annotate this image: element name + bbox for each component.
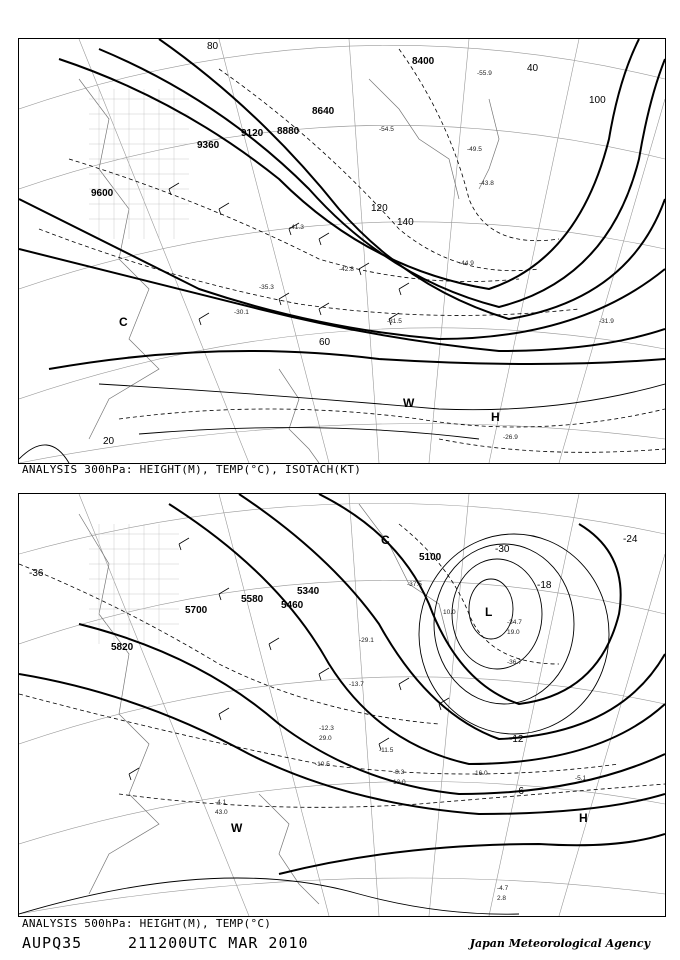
graticule bbox=[19, 39, 665, 463]
map-300hpa-canvas bbox=[19, 39, 665, 463]
height-label-8400: 8400 bbox=[412, 56, 435, 67]
station-temp: -4.7 bbox=[497, 885, 509, 892]
height-label-5700: 5700 bbox=[185, 605, 208, 616]
station-temp: -41.3 bbox=[289, 224, 304, 231]
station-temp: -8.3 bbox=[393, 769, 405, 776]
isotherm-label-neg6: -6 bbox=[515, 786, 524, 797]
isotach-label-group bbox=[103, 41, 606, 447]
height-label-9360: 9360 bbox=[197, 140, 220, 151]
station-temp: -30.1 bbox=[234, 309, 249, 316]
station-temp: -37.5 bbox=[407, 581, 422, 588]
station-dewpoint: 10.0 bbox=[443, 609, 456, 616]
isotach-solid bbox=[19, 384, 665, 463]
station-temp: -4.1 bbox=[215, 799, 227, 806]
isotherm-label-neg18: -18 bbox=[537, 580, 552, 591]
station-temp: -5.1 bbox=[575, 775, 587, 782]
station-temp-group bbox=[215, 581, 587, 902]
map-300hpa bbox=[18, 38, 666, 464]
height-label-9600: 9600 bbox=[91, 188, 114, 199]
height-label-8880: 8880 bbox=[277, 126, 300, 137]
isotach-label-100: 100 bbox=[589, 95, 606, 106]
station-dewpoint: 29.0 bbox=[319, 735, 332, 742]
station-temp: -29.1 bbox=[359, 637, 374, 644]
height-label-8640: 8640 bbox=[312, 106, 335, 117]
isotherm-label-neg24: -24 bbox=[623, 534, 638, 545]
isotach-lines bbox=[39, 49, 665, 452]
map-500hpa-canvas bbox=[19, 494, 665, 916]
station-temp: -31.9 bbox=[599, 318, 614, 325]
station-temp: -36.7 bbox=[507, 659, 522, 666]
isotherm-label-neg30: -30 bbox=[495, 544, 510, 555]
low-pressure-marker: L bbox=[485, 605, 493, 619]
graticule bbox=[19, 494, 665, 916]
agency-name: Japan Meteorological Agency bbox=[469, 937, 650, 950]
isotherm-label-neg36: -36 bbox=[29, 568, 44, 579]
isotach-label-140: 140 bbox=[397, 217, 414, 228]
map-500hpa bbox=[18, 493, 666, 917]
station-dewpoint: 16.0 bbox=[475, 770, 488, 777]
caption-300hpa: ANALYSIS 300hPa: HEIGHT(M), TEMP(°C), ISOTACH(KT) bbox=[22, 463, 362, 476]
chart-datetime: 211200UTC MAR 2010 bbox=[128, 934, 309, 952]
station-dewpoint: 43.0 bbox=[215, 809, 228, 816]
station-temp: -55.9 bbox=[477, 70, 492, 77]
station-dewpoint: 19.0 bbox=[507, 629, 520, 636]
data-grid bbox=[89, 89, 189, 239]
chart-code: AUPQ35 bbox=[22, 934, 83, 952]
height-contours bbox=[19, 494, 665, 874]
station-temp: -44.9 bbox=[459, 260, 474, 267]
station-temp: -43.8 bbox=[479, 180, 494, 187]
height-label-5820: 5820 bbox=[111, 642, 134, 653]
height-label-5460: 5460 bbox=[281, 600, 304, 611]
chart-footer bbox=[18, 934, 664, 954]
isotach-label-80: 80 bbox=[207, 41, 219, 52]
station-dewpoint: 13.0 bbox=[393, 779, 406, 786]
isotach-label-40: 40 bbox=[527, 63, 539, 74]
isotherm-lines bbox=[19, 524, 665, 807]
station-temp: -54.5 bbox=[379, 126, 394, 133]
isotach-label-120: 120 bbox=[371, 203, 388, 214]
station-dewpoint: 2.8 bbox=[497, 895, 507, 902]
cold-marker: C bbox=[119, 315, 128, 329]
caption-500hpa: ANALYSIS 500hPa: HEIGHT(M), TEMP(°C) bbox=[22, 917, 272, 930]
height-label-5340: 5340 bbox=[297, 586, 320, 597]
warm-marker: W bbox=[231, 821, 243, 835]
station-temp: -34.7 bbox=[507, 619, 522, 626]
station-temp: -12.3 bbox=[319, 725, 334, 732]
pressure-system-group bbox=[119, 315, 500, 424]
data-grid bbox=[89, 524, 179, 644]
height-label-5100: 5100 bbox=[419, 552, 442, 563]
high-pressure-marker: H bbox=[491, 410, 500, 424]
station-temp: -42.8 bbox=[339, 266, 354, 273]
isotach-label-20: 20 bbox=[103, 436, 115, 447]
height-label-5580: 5580 bbox=[241, 594, 264, 605]
station-temp: -35.3 bbox=[259, 284, 274, 291]
station-temp: -31.5 bbox=[387, 318, 402, 325]
height-label-group bbox=[111, 552, 442, 653]
isotherm-label-neg12: -12 bbox=[509, 734, 524, 745]
station-temp: -11.5 bbox=[379, 747, 394, 754]
height-label-9120: 9120 bbox=[241, 128, 264, 139]
station-temp: -49.5 bbox=[467, 146, 482, 153]
warm-marker: W bbox=[403, 396, 415, 410]
station-temp: -13.7 bbox=[349, 681, 364, 688]
isotach-label-60: 60 bbox=[319, 337, 331, 348]
station-temp: -26.9 bbox=[503, 434, 518, 441]
high-pressure-marker: H bbox=[579, 811, 588, 825]
station-temp: -10.5 bbox=[315, 761, 330, 768]
cold-marker: C bbox=[381, 533, 390, 547]
